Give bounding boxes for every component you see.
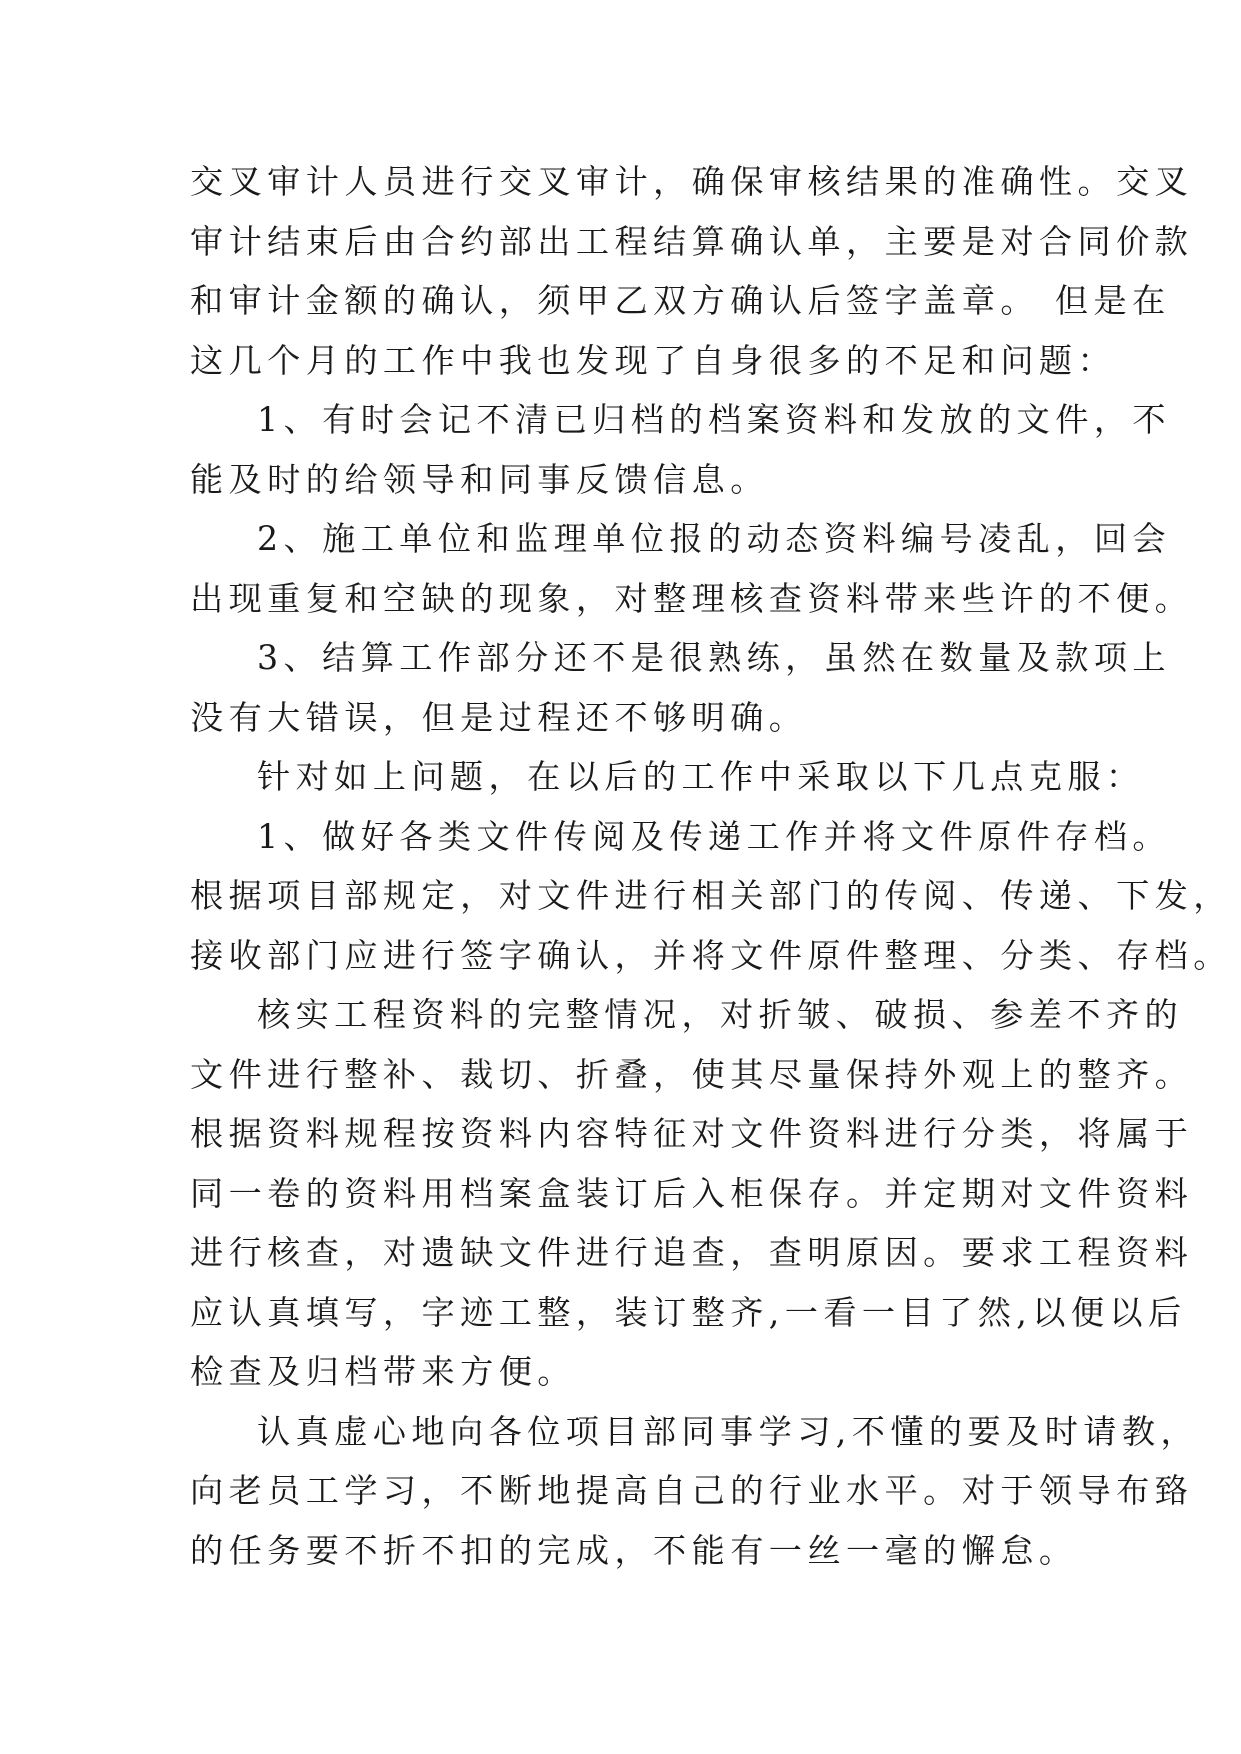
text-line: 能及时的给领导和同事反馈信息。 (190, 459, 769, 499)
text-line: 根据项目部规定，对文件进行相关部门的传阅、传递、下发， (190, 876, 1232, 915)
text-line: 核实工程资料的完整情况，对折皱、破损、参差不齐的 (257, 995, 1184, 1034)
text-line: 审计结束后由合约部出工程结算确认单，主要是对合同价款 (190, 221, 1194, 261)
text-line: 和审计金额的确认，须甲乙双方确认后签字盖章。 但是在 (190, 281, 1171, 320)
text-line: 检查及归档带来方便。 (190, 1352, 576, 1391)
text-line: 交叉审计人员进行交叉审计，确保审核结果的准确性。交叉 (190, 162, 1194, 201)
text-line: 这几个月的工作中我也发现了自身很多的不足和问题： (190, 340, 1117, 380)
text-line: 1、有时会记不清已归档的档案资料和发放的文件，不 (257, 400, 1172, 439)
text-line: 同一卷的资料用档案盒装订后入柜保存。并定期对文件资料 (190, 1173, 1194, 1213)
text-line: 针对如上问题，在以后的工作中采取以下几点克服： (257, 757, 1145, 796)
text-line: 2、施工单位和监理单位报的动态资料编号凌乱，回会 (257, 519, 1172, 558)
text-line: 文件进行整补、裁切、折叠，使其尽量保持外观上的整齐。 (190, 1054, 1194, 1094)
text-line: 根据资料规程按资料内容特征对文件资料进行分类，将属于 (190, 1114, 1194, 1153)
text-line: 没有大错误，但是过程还不够明确。 (190, 697, 808, 737)
text-line: 向老员工学习，不断地提高自己的行业水平。对于领导布臵 (190, 1471, 1194, 1510)
text-line: 应认真填写，字迹工整，装订整齐,一看一目了然,以便以后 (190, 1292, 1187, 1332)
document-body (190, 152, 1232, 1580)
text-line: 出现重复和空缺的现象，对整理核查资料带来些许的不便。 (190, 578, 1194, 618)
text-line: 进行核查，对遗缺文件进行追查，查明原因。要求工程资料 (190, 1233, 1194, 1272)
text-line: 的任务要不折不扣的完成，不能有一丝一毫的懈怠。 (190, 1530, 1078, 1570)
text-line: 接收部门应进行签字确认，并将文件原件整理、分类、存档。 (190, 935, 1232, 975)
text-line: 1、做好各类文件传阅及传递工作并将文件原件存档。 (257, 816, 1172, 856)
text-line: 认真虚心地向各位项目部同事学习,不懂的要及时请教， (257, 1411, 1200, 1451)
text-line: 3、结算工作部分还不是很熟练，虽然在数量及款项上 (257, 638, 1172, 677)
